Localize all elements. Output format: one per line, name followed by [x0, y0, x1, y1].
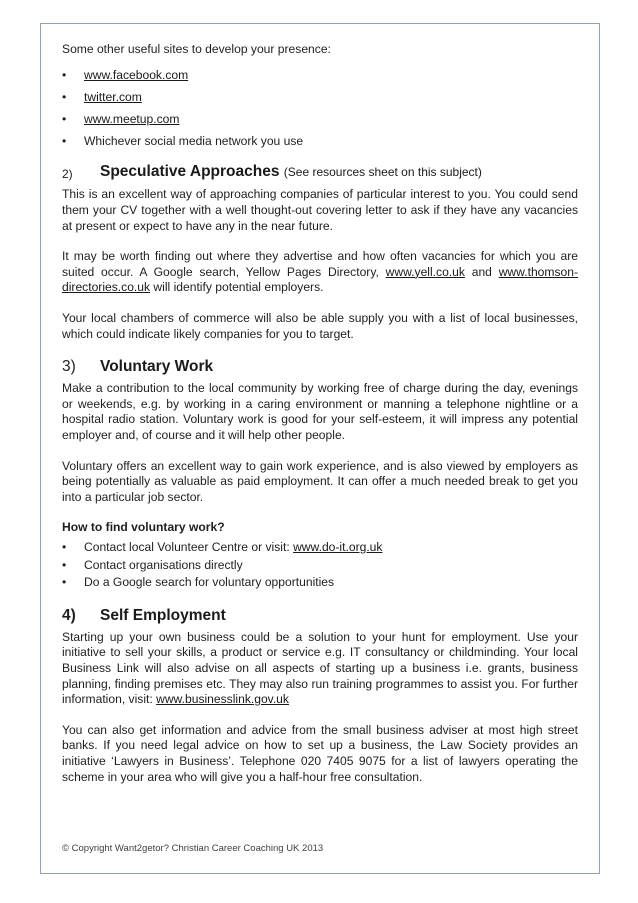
- bullet: •: [62, 133, 67, 148]
- list-item: [62, 112, 578, 128]
- bullet: •: [62, 89, 67, 104]
- section2-note: (See resources sheet on this subject): [283, 165, 482, 180]
- yell-link[interactable]: www.yell.co.uk: [385, 264, 465, 279]
- section3-number: 3): [62, 358, 76, 376]
- twitter-link[interactable]: twitter.com: [84, 89, 142, 104]
- section4-para2: You can also get information and advice from the small business adviser at most high street banks. If you need legal advice on how to set up a business, the Law Society provides an initiative ‘Lawyers in Business’. Telephone 020 7405 9075 for a list of lawyers operating the scheme in your area who will give you a half-hour free consultation.: [62, 722, 578, 784]
- list-item: • Contact organisations directly: [62, 557, 243, 572]
- section2-title: Speculative Approaches: [100, 163, 280, 181]
- section4-title: Self Employment: [100, 606, 226, 624]
- section3-heading: [62, 359, 578, 379]
- section4-number: 4): [62, 606, 76, 624]
- meetup-link[interactable]: www.meetup.com: [84, 111, 180, 126]
- bullet: •: [62, 539, 67, 554]
- section2-heading: [62, 164, 578, 183]
- section2-para2: It may be worth finding out where they advertise and how often vacancies for which you are suited occur. A Google search, Yellow Pages Directory, www.yell.co.uk and www.thomson-directories.co.uk will identify potential employers.: [62, 249, 578, 295]
- list-item: • Contact local Volunteer Centre or visit: www.do-it.org.uk: [62, 539, 383, 554]
- social-sites-list: [62, 68, 578, 150]
- do-it-link[interactable]: www.do-it.org.uk: [293, 539, 383, 554]
- businesslink-link[interactable]: www.businesslink.gov.uk: [156, 692, 289, 707]
- social-network-text: Whichever social media network you use: [84, 133, 304, 148]
- list-item: [62, 134, 578, 150]
- intro-text: Some other useful sites to develop your presence:: [62, 42, 331, 56]
- section4-para1: Starting up your own business could be a solution to your hunt for employment. Use your initiative to sell your skills, a product or service e.g. IT consultancy or childminding. Your local Business Link will also advise on all aspects of starting up a business i.e. grants, business planning, finding premises etc. They may also run training programmes to assist you. For further information, visit: www.businesslink.gov.uk: [62, 629, 578, 707]
- section3-para1: Make a contribution to the local community by working free of charge during the day, evenings or weekends, e.g. by working in a caring environment or manning a telephone nightline or a hospital radio station. Voluntary work is good for your self-esteem, it will impress any potential employer and, of course and it will help other people.: [62, 381, 578, 442]
- list-item: [62, 68, 578, 84]
- section3-title: Voluntary Work: [100, 358, 214, 376]
- section2-para3: Your local chambers of commerce will also be able supply you with a list of local businesses, which could indicate likely companies for you to target.: [62, 311, 578, 341]
- section2-para1: This is an excellent way of approaching companies of particular interest to you. You could send them your CV together with a well thought-out covering letter to ask if they have any vacancies at present or expect to have any in the near future.: [62, 187, 578, 233]
- bullet: •: [62, 557, 67, 572]
- voluntary-subheading: How to find voluntary work?: [62, 520, 225, 535]
- section2-number: 2): [62, 167, 73, 182]
- voluntary-list: [62, 540, 578, 591]
- bullet: •: [62, 67, 67, 82]
- section4-heading: [62, 608, 578, 628]
- footer-copyright: © Copyright Want2getor? Christian Career Coaching UK 2013: [62, 843, 324, 854]
- list-item: • Do a Google search for voluntary opportunities: [62, 575, 335, 590]
- section3-para2: Voluntary offers an excellent way to gain work experience, and is also viewed by employers as being potentially as valuable as paid employment. It can offer a much needed break to get you into a particular job sector.: [62, 458, 578, 504]
- list-item: [62, 90, 578, 106]
- bullet: •: [62, 575, 67, 590]
- thomson-link[interactable]: www.thomson-directories.co.uk: [62, 264, 578, 295]
- bullet: •: [62, 111, 67, 126]
- document-body: [62, 42, 578, 785]
- facebook-link[interactable]: www.facebook.com: [84, 67, 189, 82]
